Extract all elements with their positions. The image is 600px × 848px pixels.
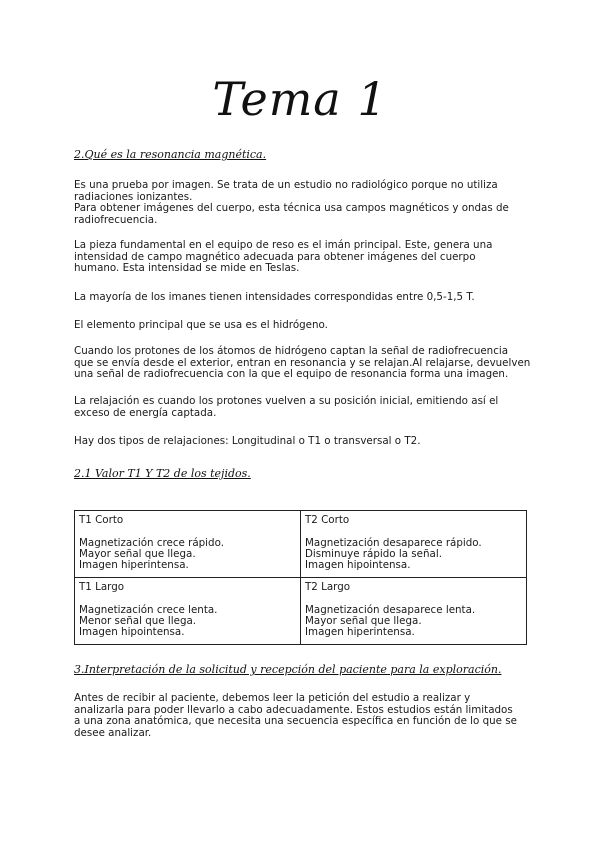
t1-t2-table — [74, 510, 527, 645]
section-heading-resonancia: 2.Qué es la resonancia magnética. — [74, 148, 267, 161]
text-line: que se envía desde el exterior, entran en resonancia y se relajan.Al relajarse, devuelven — [74, 356, 531, 369]
cell-line: Imagen hiperintensa. — [79, 559, 189, 571]
cell-line: Magnetización desaparece rápido. — [305, 537, 482, 549]
table-cell — [301, 578, 527, 645]
cell-line: Mayor señal que llega. — [79, 548, 196, 560]
cell-line: Menor señal que llega. — [79, 615, 197, 627]
text-line: Cuando los protones de los átomos de hidrógeno captan la señal de radiofrecuencia — [74, 345, 509, 357]
cell-line: Mayor señal que llega. — [305, 615, 422, 627]
cell-line: Imagen hiperintensa. — [305, 626, 415, 638]
cell-title: T1 Corto — [79, 514, 124, 526]
paragraph-hidrogeno: El elemento principal que se usa es el hidrógeno. — [74, 319, 328, 331]
text-line: Es una prueba por imagen. Se trata de un estudio no radiológico porque no utiliza — [74, 179, 498, 191]
text-line: La pieza fundamental en el equipo de reso es el imán principal. Este, genera una — [74, 239, 493, 251]
cell-line: Magnetización crece rápido. — [79, 537, 224, 549]
table-row — [75, 578, 527, 645]
paragraph-intro — [74, 180, 534, 226]
paragraph-tipos-relajacion: Hay dos tipos de relajaciones: Longitudinal o T1 o transversal o T2. — [74, 435, 421, 447]
cell-title: T2 Corto — [305, 514, 350, 526]
text-line: desee analizar. — [74, 726, 152, 739]
paragraph-protones — [74, 346, 534, 381]
text-line: La relajación es cuando los protones vuelven a su posición inicial, emitiendo así el — [74, 395, 499, 407]
paragraph-imanes: La mayoría de los imanes tienen intensidades correspondidas entre 0,5-1,5 T. — [74, 291, 475, 303]
text-line: radiaciones ionizantes. — [74, 190, 193, 203]
paragraph-iman — [74, 240, 534, 275]
text-line: Antes de recibir al paciente, debemos leer la petición del estudio a realizar y — [74, 692, 471, 704]
cell-title: T2 Largo — [305, 581, 351, 593]
text-line: humano. Esta intensidad se mide en Teslas. — [74, 262, 300, 274]
cell-line: Imagen hipointensa. — [305, 559, 411, 571]
cell-title: T1 Largo — [79, 581, 125, 593]
table-cell — [75, 578, 301, 645]
text-line: Para obtener imágenes del cuerpo, esta técnica usa campos magnéticos y ondas de — [74, 202, 509, 214]
section-heading-interpretacion: 3.Interpretación de la solicitud y recepción del paciente para la exploración. — [74, 663, 502, 676]
page-title: Tema 1 — [212, 72, 388, 126]
cell-line: Magnetización desaparece lenta. — [305, 604, 476, 616]
text-line: exceso de energía captada. — [74, 406, 217, 419]
text-line: analizarla para poder llevarlo a cabo adecuadamente. Estos estudios están limitados — [74, 703, 513, 716]
paragraph-peticion — [74, 693, 534, 739]
section-heading-valores: 2.1 Valor T1 Y T2 de los tejidos. — [74, 467, 251, 480]
text-line: una señal de radiofrecuencia con la que el equipo de resonancia forma una imagen. — [74, 368, 509, 380]
text-line: radiofrecuencia. — [74, 213, 158, 226]
text-line: intensidad de campo magnético adecuada para obtener imágenes del cuerpo — [74, 250, 476, 263]
paragraph-relajacion — [74, 396, 534, 419]
table-row — [75, 511, 527, 578]
cell-line: Imagen hipointensa. — [79, 626, 185, 638]
cell-line: Disminuye rápido la señal. — [305, 548, 442, 560]
table-cell — [301, 511, 527, 578]
table-cell — [75, 511, 301, 578]
text-line: a una zona anatómica, que necesita una secuencia específica en función de lo que se — [74, 715, 517, 727]
cell-line: Magnetización crece lenta. — [79, 604, 218, 616]
